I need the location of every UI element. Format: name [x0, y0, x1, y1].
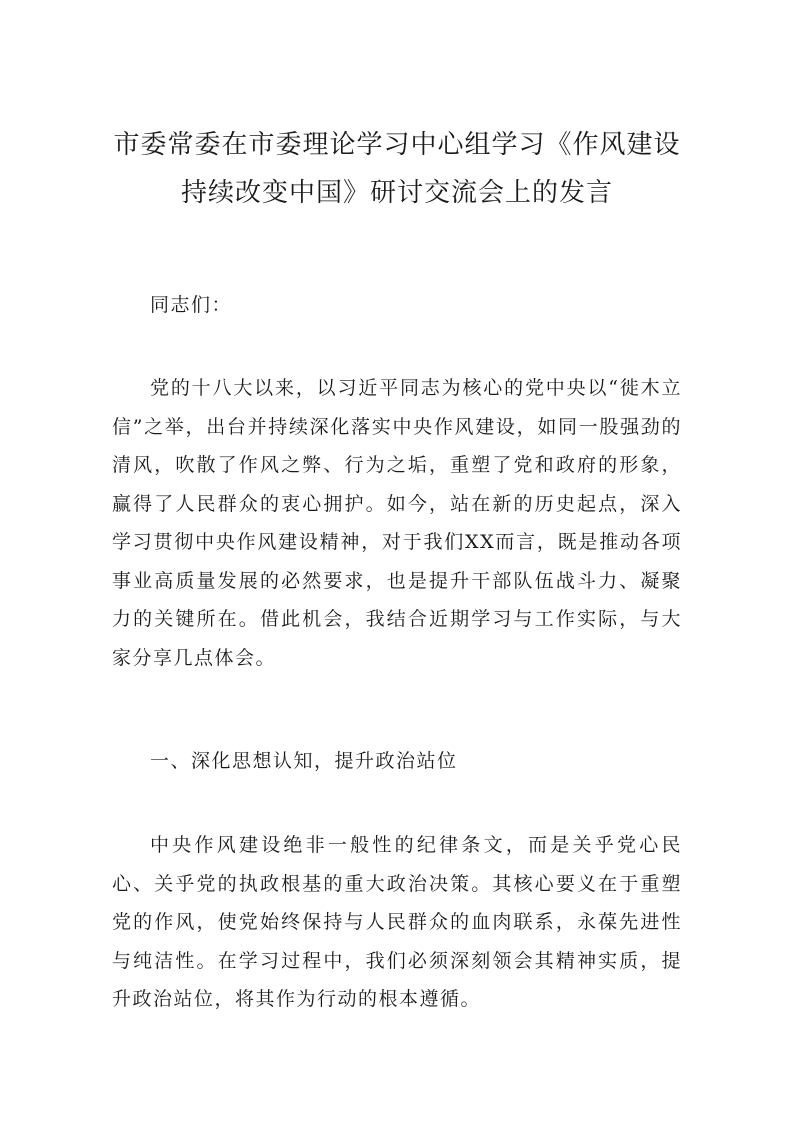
document-title: 市委常委在市委理论学习中心组学习《作风建设持续改变中国》研讨交流会上的发言 [113, 130, 681, 208]
paragraph-section-1: 中央作风建设绝非一般性的纪律条文，而是关乎党心民心、关乎党的执政根基的重大政治决策。其核心要义在于重塑党的作风，使党始终保持与人民群众的血肉联系，永葆先进性与纯洁性。在学习过程中，我们必须深刻领会其精神实质，提升政治站位，将其作为行动的根本遵循。 [112, 834, 682, 1010]
paragraph-intro: 党的十八大以来，以习近平同志为核心的党中央以“徙木立信”之举，出台并持续深化落实中央作风建设，如同一股强劲的清风，吹散了作风之弊、行为之垢，重塑了党和政府的形象，赢得了人民群众的衷心拥护。如今，站在新的历史起点，深入学习贯彻中央作风建设精神，对于我们XX而言，既是推动各项事业高质量发展的必然要求，也是提升干部队伍战斗力、凝聚力的关键所在。借此机会，我结合近期学习与工作实际，与大家分享几点体会。 [112, 377, 682, 669]
salutation: 同志们： [150, 294, 233, 316]
section-heading-1: 一、深化思想认知，提升政治站位 [150, 750, 458, 772]
